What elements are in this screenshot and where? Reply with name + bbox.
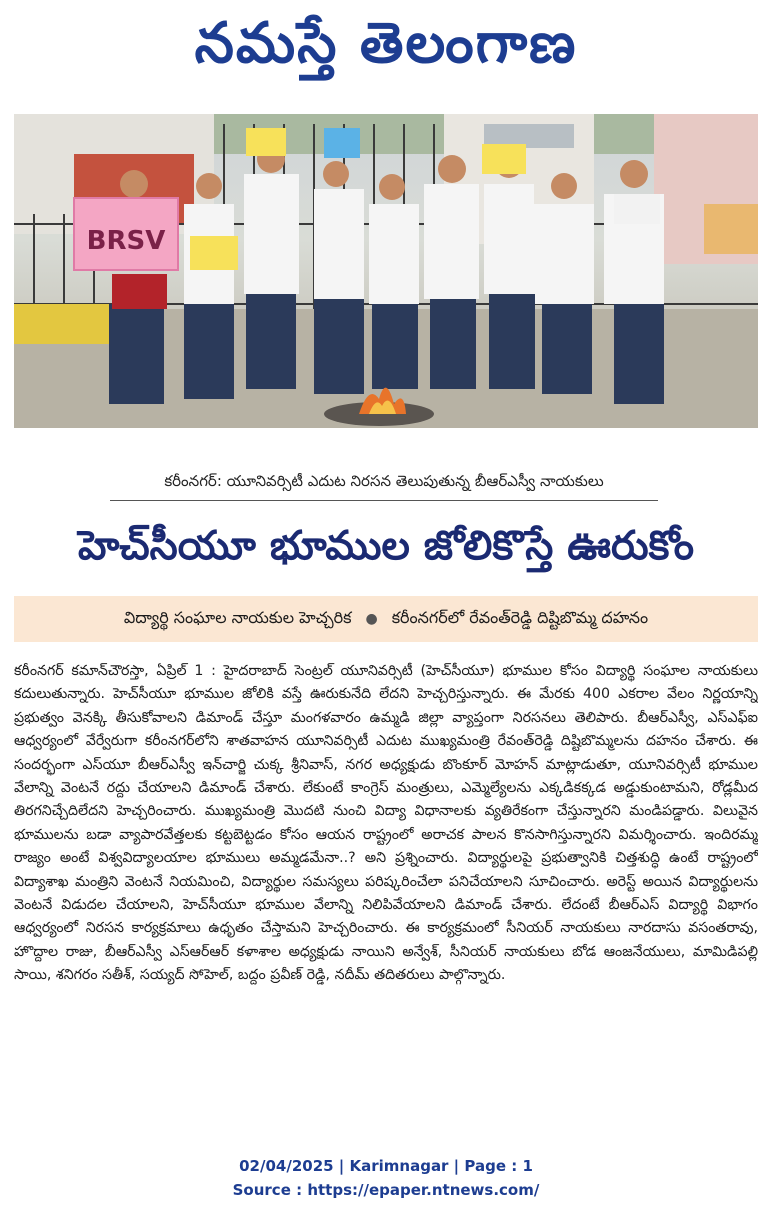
subhead-left: విద్యార్థి సంఘాల నాయకుల హెచ్చరిక xyxy=(123,607,352,627)
hedge xyxy=(704,204,758,254)
page-footer xyxy=(0,1154,772,1202)
news-photo xyxy=(14,114,758,428)
masthead xyxy=(0,0,772,100)
subhead-separator: ● xyxy=(365,611,378,627)
headline-text: హెచ్‌సీయూ భూముల జోలికొస్తే ఊరుకోం xyxy=(77,523,695,569)
footer-date-edition: 02/04/2025 | Karimnagar | Page : 1 xyxy=(239,1157,533,1175)
article-body: కరీంనగర్ కమాన్‌చౌరస్తా, ఏప్రిల్ 1 : హైదరాబాద్ సెంట్రల్ యూనివర్సిటీ (హెచ్‌సీయూ) భూముల కోసం విద్యార్థి సంఘాల నాయకులు కదులుతున్నారు. హెచ్‌సీయూ భూముల జోలికి వస్తే ఊరుకునేది లేదని హెచ్చరిస్తున్నారు. ఈ మేరకు 400 ఎకరాల వేలం నిర్ణయాన్ని ప్రభుత్వం వెనక్కి తీసుకోవాలని డిమాండ్ చేస్తూ మంగళవారం ఉమ్మడి జిల్లా వ్యాప్తంగా నిరసనలు తెలిపారు. బీఆర్ఎస్వీ, ఎస్ఎఫ్ఐ ఆధ్వర్యంలో వేర్వేరుగా కరీంనగర్‌లోని శాతవాహన యూనివర్సిటీ ఎదుట ముఖ్యమంత్రి రేవంత్‌రెడ్డి దిష్టిబొమ్మలను దహనం చేశారు. ఈ సందర్భంగా ఎస్‌యూ బీఆర్ఎస్వీ ఇన్‌చార్జి చుక్క శ్రీనివాస్, నగర అధ్యక్షుడు బొంకూర్ మోహన్ మాట్లాడుతూ, యూనివర్సిటీ భూముల వేలాన్ని వెంటనే రద్దు చేయాలని డిమాండ్ చేశారు. లేకుంటే కాంగ్రెస్ మంత్రులు, ఎమ్మెల్యేలను ఎక్కడికక్కడ అడ్డుకుంటామని, రోడ్లమీద తిరగనిచ్చేదిలేదని హెచ్చరించారు. ముఖ్యమంత్రి మొదటి నుంచి విద్యా విధానాలకు వ్యతిరేకంగా చేస్తున్నారని మండిపడ్డారు. విలువైన భూములను బడా వ్యాపారవేత్తలకు కట్టబెట్టడం కోసం ఆయన రాష్ట్రంలో అరాచక పాలన కొనసాగిస్తున్నారని విమర్శించారు. ఇందిరమ్మ రాజ్యం అంటే విశ్వవిద్యాలయాల భూములు అమ్మడమేనా..? అని ప్రశ్నించారు. విద్యార్థులపై ప్రభుత్వానికి చిత్తశుద్ధి ఉంటే రాష్ట్రంలో విద్యాశాఖ మంత్రిని వెంటనే నియమించి, విద్యార్థుల సమస్యలు పరిష్కరించేలా పనిచేయాలని సూచించారు. అరెస్ట్ అయిన విద్యార్థులను వెంటనే విడుదల చేయాలని, హెచ్‌సీయూ భూముల వేలాన్ని నిలిపివేయాలని డిమాండ్ చేశారు. లేదంటే బీఆర్ఎస్ విద్యార్థి విభాగం ఆధ్వర్యంలో నిరసన కార్యక్రమాలు ఉధృతం చేస్తామని హెచ్చరించారు. ఈ కార్యక్రమంలో సీనియర్ నాయకులు నారదాసు వసంతరావు, హొద్దాల రాజు, బీఆర్ఎస్వీ ఎస్ఆర్ఆర్ కళాశాల అధ్యక్షుడు నాయిని అన్వేశ్, సీనియర్ నాయకులు బోడ ఆంజనేయులు, మామిడిపల్లి సాయి, శనిగరం సతీశ్, సయ్యద్ సోహెల్, బద్దం ప్రవీణ్ రెడ్డి, నదీమ్ తదితరులు పాల్గొన్నారు. xyxy=(14,663,758,984)
brsv-banner xyxy=(74,198,178,270)
banner-text: BRSV xyxy=(86,226,166,256)
newspaper-logo: నమస్తే తెలంగాణ xyxy=(194,10,578,76)
photo-caption-row xyxy=(110,466,658,501)
photo-caption: కరీంనగర్: యూనివర్సిటీ ఎదుట నిరసన తెలుపుతున్న బీఆర్ఎస్వీ నాయకులు xyxy=(164,472,604,490)
subhead-right: కరీంనగర్‌లో రేవంత్‌రెడ్డి దిష్టిబొమ్మ దహనం xyxy=(391,607,649,627)
subheadline xyxy=(14,596,758,642)
footer-source: Source : https://epaper.ntnews.com/ xyxy=(232,1181,540,1199)
curb-yellow xyxy=(14,304,114,344)
headline xyxy=(0,512,772,590)
protest-photo-illustration xyxy=(14,114,758,428)
red-shirt xyxy=(112,274,167,309)
